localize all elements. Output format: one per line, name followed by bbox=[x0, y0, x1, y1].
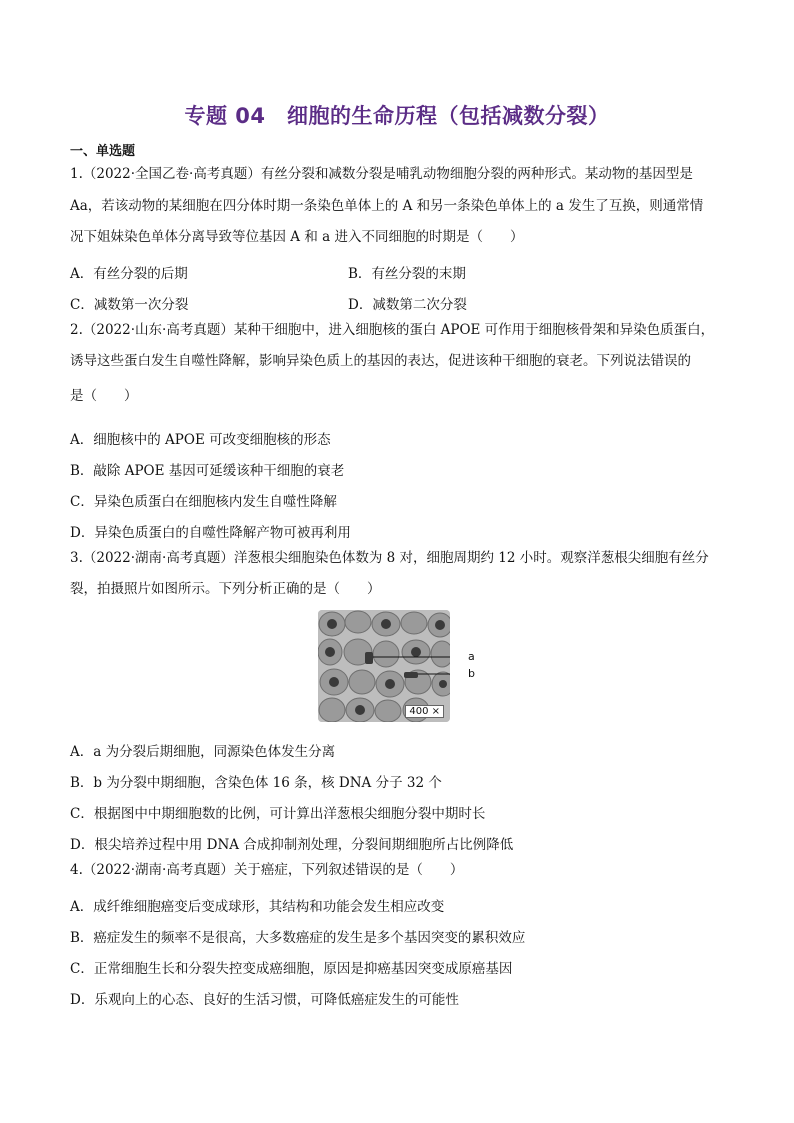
question-1-option-c[interactable]: C．减数第一次分裂 bbox=[70, 297, 189, 313]
figure-label-b: b bbox=[468, 667, 475, 680]
question-1-option-a[interactable]: A．有丝分裂的后期 bbox=[70, 266, 188, 282]
page-title: 专题 04 细胞的生命历程（包括减数分裂） bbox=[184, 104, 610, 128]
question-1-line-3: 况下姐妹染色单体分离导致等位基因 A 和 a 进入不同细胞的时期是（ ） bbox=[70, 229, 524, 245]
question-4-option-c[interactable]: C．正常细胞生长和分裂失控变成癌细胞，原因是抑癌基因突变成原癌基因 bbox=[70, 961, 513, 977]
figure-label-a: a bbox=[468, 650, 475, 663]
question-1-option-b[interactable]: B．有丝分裂的末期 bbox=[348, 266, 466, 282]
micrograph-figure bbox=[318, 610, 450, 722]
question-3-option-b[interactable]: B．b 为分裂中期细胞，含染色体 16 条，核 DNA 分子 32 个 bbox=[70, 775, 442, 791]
section-heading: 一、单选题 bbox=[70, 144, 136, 159]
question-3-option-c[interactable]: C．根据图中中期细胞数的比例，可计算出洋葱根尖细胞分裂中期时长 bbox=[70, 806, 486, 822]
question-4-option-b[interactable]: B．癌症发生的频率不是很高，大多数癌症的发生是多个基因突变的累积效应 bbox=[70, 930, 526, 946]
question-1-option-d[interactable]: D．减数第二次分裂 bbox=[348, 297, 467, 313]
question-2-option-c[interactable]: C．异染色质蛋白在细胞核内发生自噬性降解 bbox=[70, 494, 337, 510]
question-2-option-d[interactable]: D．异染色质蛋白的自噬性降解产物可被再利用 bbox=[70, 525, 351, 541]
question-3-line-1: 3.（2022·湖南·高考真题）洋葱根尖细胞染色体数为 8 对，细胞周期约 12 小时。观察洋葱根尖细胞有丝分 bbox=[70, 550, 709, 566]
question-2-line-1: 2.（2022·山东·高考真题）某种干细胞中，进入细胞核的蛋白 APOE 可作用于细胞核骨架和异染色质蛋白， bbox=[70, 322, 715, 338]
question-2-line-3: 是（ ） bbox=[70, 388, 138, 404]
question-2-option-a[interactable]: A．细胞核中的 APOE 可改变细胞核的形态 bbox=[70, 432, 331, 448]
question-1-line-1: 1.（2022·全国乙卷·高考真题）有丝分裂和减数分裂是哺乳动物细胞分裂的两种形式。某动物的基因型是 bbox=[70, 166, 693, 182]
magnification-badge: 400 × bbox=[405, 705, 444, 718]
question-3-option-d[interactable]: D．根尖培养过程中用 DNA 合成抑制剂处理，分裂间期细胞所占比例降低 bbox=[70, 837, 514, 853]
question-2-option-b[interactable]: B．敲除 APOE 基因可延缓该种干细胞的衰老 bbox=[70, 463, 345, 479]
question-3-option-a[interactable]: A．a 为分裂后期细胞，同源染色体发生分离 bbox=[70, 744, 336, 760]
question-2-line-2: 诱导这些蛋白发生自噬性降解，影响异染色质上的基因的表达，促进该种干细胞的衰老。下列说法错误的 bbox=[70, 353, 691, 369]
question-4-line-1: 4.（2022·湖南·高考真题）关于癌症，下列叙述错误的是（ ） bbox=[70, 862, 464, 878]
question-3-line-2: 裂，拍摄照片如图所示。下列分析正确的是（ ） bbox=[70, 581, 381, 597]
question-4-option-a[interactable]: A．成纤维细胞癌变后变成球形，其结构和功能会发生相应改变 bbox=[70, 899, 445, 915]
question-4-option-d[interactable]: D．乐观向上的心态、良好的生活习惯，可降低癌症发生的可能性 bbox=[70, 992, 459, 1008]
question-1-line-2: Aa，若该动物的某细胞在四分体时期一条染色单体上的 A 和另一条染色单体上的 a 发生了互换，则通常情 bbox=[70, 198, 704, 214]
